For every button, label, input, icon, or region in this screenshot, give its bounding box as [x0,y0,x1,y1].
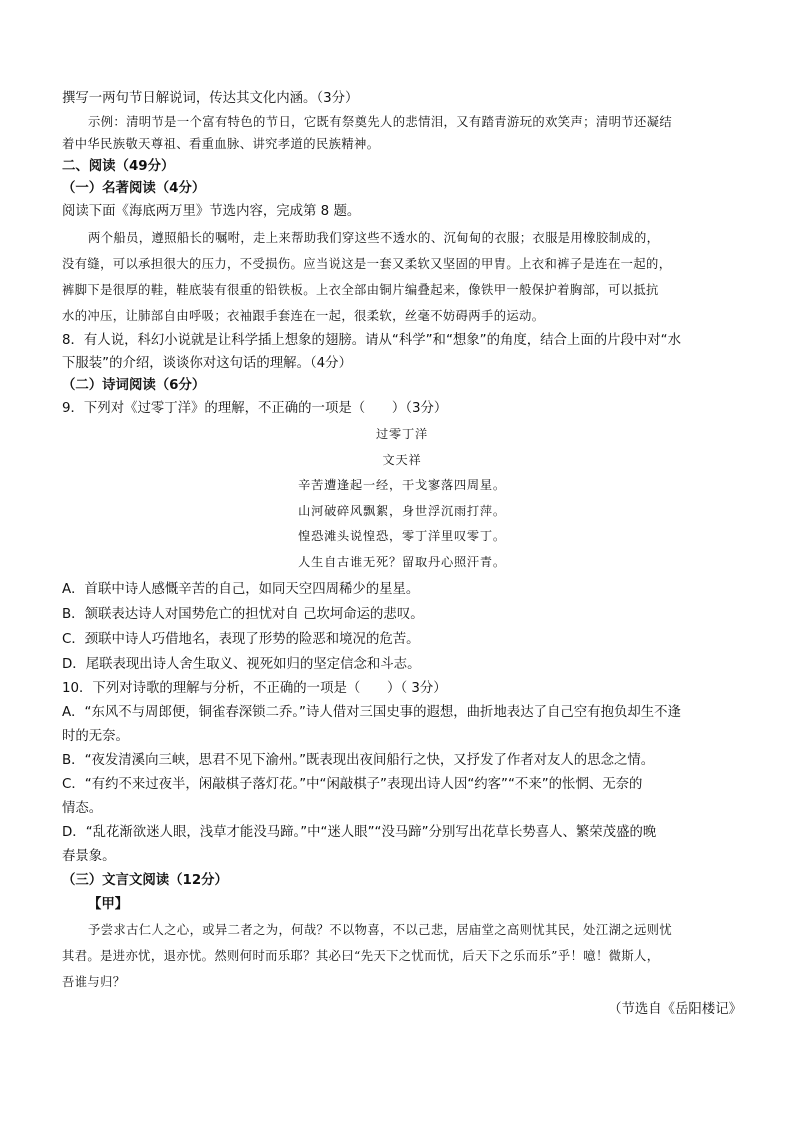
question-8-line-2: 下服装”的介绍，谈谈你对这句话的理解。（4分） [62,356,352,371]
option-b-line-1: B．“夜发清溪向三峡，思君不见下渝州。”既表现出夜间船行之快，又抒发了作者对友人的思念之情。 [62,753,655,768]
option-c: C．颈联中诗人巧借地名，表现了形势的险恶和境况的危苦。 [62,632,420,647]
intro-instruction: 撰写一两句节日解说词，传达其文化内涵。（3分） [62,91,359,106]
example-line-2: 着中华民族敬天尊祖、看重血脉、讲究孝道的民族精神。 [62,137,380,151]
part-3-heading: （三）文言文阅读（12分） [62,873,228,888]
poem-line: 人生自古谁无死？留取丹心照汗青。 [298,554,506,569]
option-d: D．尾联表现出诗人舍生取义、视死如归的坚定信念和斗志。 [62,657,421,672]
passage-line: 水的冲压，让肺部自由呼吸；衣袖跟手套连在一起，很柔软，丝毫不妨碍两手的运动。 [62,309,545,323]
passage-jia-label: 【甲】 [88,897,129,912]
option-d-line-2: 春景象。 [62,849,116,864]
poem-title: 过零丁洋 [376,427,428,441]
option-a-line-2: 时的无奈。 [62,729,129,744]
option-d-line-1: D．“乱花渐欲迷人眼，浅草才能没马蹄。”中“迷人眼”“没马蹄”分别写出花草长势喜人、繁荣茂盛的晚 [62,825,657,840]
example-line-1: 示例：清明节是一个富有特色的节日，它既有祭奠先人的悲情泪，又有踏青游玩的欢笑声；清明节还凝结 [88,114,673,129]
option-a-line-1: A．“东风不与周郎便，铜雀春深锁二乔。”诗人借对三国史事的遐想，曲折地表达了自己空有抱负却生不逢 [62,705,681,720]
section-2-heading: 二、阅读（49分） [62,158,175,174]
poem-line: 山河破碎风飘絮，身世浮沉雨打萍。 [298,503,506,518]
part-2-heading: （二）诗词阅读（6分） [62,378,206,393]
option-a: A．首联中诗人感慨辛苦的自己，如同天空四周稀少的星星。 [62,582,420,597]
option-c-line-1: C．“有约不来过夜半，闲敲棋子落灯花。”中“闲敲棋子”表现出诗人因“约客”“不来”的怅惘、无奈的 [62,777,643,792]
poem-line: 辛苦遭逢起一经，干戈寥落四周星。 [298,478,506,492]
part-1-instruction: 阅读下面《海底两万里》节选内容，完成第 8 题。 [62,203,361,219]
option-c-line-2: 情态。 [62,801,103,816]
question-10: 10．下列对诗歌的理解与分析，不正确的一项是（ ）（ 3分） [62,681,447,696]
passage-line: 裤脚下是很厚的鞋，鞋底装有很重的铅铁板。上衣全部由铜片编叠起来，像铁甲一般保护着胸部，可以抵抗 [62,283,659,297]
jia-passage-line: 吾谁与归？ [62,975,126,989]
poem-author: 文天祥 [382,452,422,467]
poem-line: 惶恐滩头说惶恐，零丁洋里叹零丁。 [298,529,506,543]
option-b: B．颔联表达诗人对国势危亡的担忧对自 己坎坷命运的悲叹。 [62,607,424,622]
jia-passage-line: 其君。是进亦忧，退亦忧。然则何时而乐耶？其必曰“先天下之忧而忧，后天下之乐而乐”乎！噫！微斯人， [62,949,660,963]
passage-line: 没有缝，可以承担很大的压力，不受损伤。应当说这是一套又柔软又坚固的甲胄。上衣和裤子是连在一起的， [62,257,672,271]
question-9: 9．下列对《过零丁洋》的理解，不正确的一项是（ ）（3分） [62,400,448,416]
source-note: （节选自《岳阳楼记》 [608,1002,742,1017]
document-page [62,88,742,1022]
part-1-heading: （一）名著阅读（4分） [62,181,206,196]
jia-passage-line: 予尝求古仁人之心，或异二者之为，何哉？不以物喜，不以己悲，居庙堂之高则忧其民，处江湖之远则忧 [88,923,673,937]
passage-line: 两个船员，遵照船长的嘱咐，走上来帮助我们穿这些不透水的、沉甸甸的衣服；衣服是用橡胶制成的， [88,231,660,245]
question-8-line-1: 8．有人说，科幻小说就是让科学插上想象的翅膀。请从“科学”和“想象”的角度，结合上面的片段中对“水 [62,333,681,348]
